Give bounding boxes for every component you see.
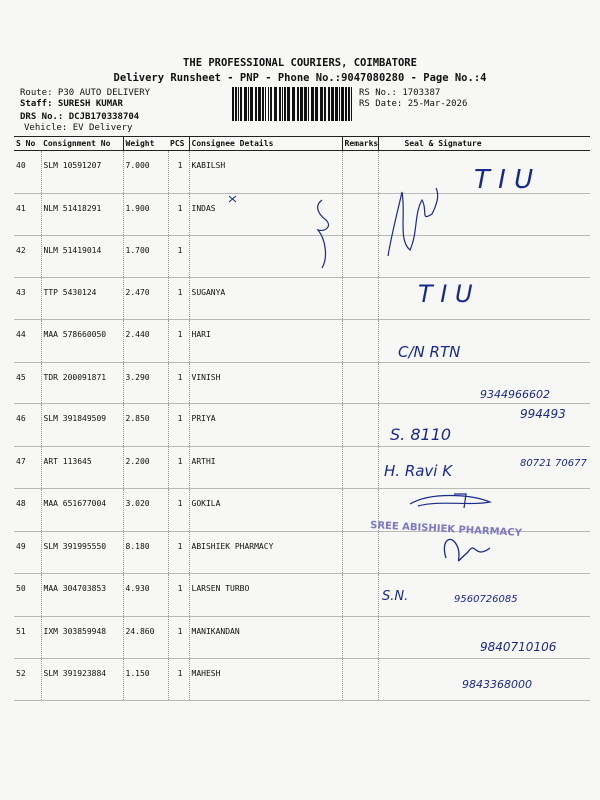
- table-row: [14, 320, 590, 363]
- table-row: [14, 151, 590, 194]
- staff-label: Staff: SURESH KUMAR: [20, 99, 123, 109]
- row-weight: 2.440: [123, 320, 168, 363]
- row-remarks: [342, 278, 378, 320]
- row-weight: 1.700: [123, 236, 168, 278]
- row-signature: [378, 363, 590, 404]
- row-signature: [378, 489, 590, 532]
- row-pcs: 1: [168, 151, 189, 194]
- drs-label: DRS No.: DCJB170338704: [20, 112, 140, 122]
- row-consignee: MANIKANDAN: [189, 617, 342, 659]
- row-consignee: HARI: [189, 320, 342, 363]
- row-weight: 2.850: [123, 404, 168, 447]
- table-row: [14, 236, 590, 278]
- table-row: [14, 447, 590, 489]
- row-consignee: PRIYA: [189, 404, 342, 447]
- signature-row47: H. Ravi K: [384, 462, 453, 480]
- row-weight: 2.470: [123, 278, 168, 320]
- row-signature: [378, 617, 590, 659]
- row-consignment: SLM 391995550: [41, 532, 123, 574]
- row-consignment: TTP 5430124: [41, 278, 123, 320]
- table-row: [14, 532, 590, 574]
- signature-row50: S.N.: [382, 589, 409, 604]
- row-sno: 46: [14, 404, 41, 447]
- rs-date: RS Date: 25-Mar-2026: [359, 99, 468, 109]
- runsheet-table: [14, 136, 590, 701]
- row-signature: [378, 320, 590, 363]
- row-consignee: ARTHI: [189, 447, 342, 489]
- table-row: [14, 659, 590, 701]
- row-remarks: [342, 194, 378, 236]
- table-row: [14, 404, 590, 447]
- barcode: [231, 87, 355, 121]
- row-consignee: INDAS: [189, 194, 342, 236]
- row-consignment: NLM 51419014: [41, 236, 123, 278]
- table-row: [14, 278, 590, 320]
- row-remarks: [342, 659, 378, 701]
- row-remarks: [342, 447, 378, 489]
- table-row: [14, 363, 590, 404]
- row-consignment: ART 113645: [41, 447, 123, 489]
- row-signature: [378, 194, 590, 236]
- row-remarks: [342, 617, 378, 659]
- runsheet-subtitle: Delivery Runsheet - PNP - Phone No.:9047080280 - Page No.:4: [113, 72, 487, 84]
- col-sno: S No: [14, 137, 41, 151]
- row-remarks: [342, 574, 378, 617]
- row-remarks: [342, 489, 378, 532]
- row-sno: 50: [14, 574, 41, 617]
- vehicle-label: Vehicle: EV Delivery: [24, 123, 133, 133]
- row-consignee: VINISH: [189, 363, 342, 404]
- row-weight: 2.200: [123, 447, 168, 489]
- row-pcs: 1: [168, 194, 189, 236]
- row-sno: 51: [14, 617, 41, 659]
- row-consignment: MAA 651677004: [41, 489, 123, 532]
- col-pcs: PCS: [168, 137, 189, 151]
- row-remarks: [342, 151, 378, 194]
- pharmacy-stamp: SREE ABISHIEK PHARMACY: [369, 520, 523, 539]
- row-pcs: 1: [168, 363, 189, 404]
- row-consignment: SLM 10591207: [41, 151, 123, 194]
- row-signature: [378, 532, 590, 574]
- phone-row51: 9840710106: [480, 640, 557, 654]
- row-consignee: KABILSH: [189, 151, 342, 194]
- row-pcs: 1: [168, 574, 189, 617]
- remark-row44: C/N RTN: [398, 343, 461, 361]
- row-signature: [378, 278, 590, 320]
- table-header: [14, 137, 590, 151]
- row-remarks: [342, 236, 378, 278]
- row-pcs: 1: [168, 320, 189, 363]
- row-weight: 3.290: [123, 363, 168, 404]
- row-signature: [378, 659, 590, 701]
- col-remarks: Remarks: [342, 137, 378, 151]
- row-remarks: [342, 404, 378, 447]
- row-sno: 42: [14, 236, 41, 278]
- row-signature: [378, 151, 590, 194]
- phone-row45: 9344966602: [480, 388, 550, 401]
- remark-row43: T I U: [418, 280, 473, 308]
- row-weight: 4.930: [123, 574, 168, 617]
- row-sno: 52: [14, 659, 41, 701]
- row-weight: 24.860: [123, 617, 168, 659]
- row-consignee: LARSEN TURBO: [189, 574, 342, 617]
- table-row: [14, 489, 590, 532]
- company-title: THE PROFESSIONAL COURIERS, COIMBATORE: [183, 57, 417, 69]
- row-consignment: SLM 391923884: [41, 659, 123, 701]
- table-row: [14, 194, 590, 236]
- row-consignee: GOKILA: [189, 489, 342, 532]
- row-consignment: MAA 578660050: [41, 320, 123, 363]
- col-consignee: Consignee Details: [189, 137, 342, 151]
- col-weight: Weight: [123, 137, 168, 151]
- row-sno: 43: [14, 278, 41, 320]
- signature-row46: S. 8110: [390, 425, 452, 444]
- row-consignment: IXM 303859948: [41, 617, 123, 659]
- row-consignment: MAA 304703853: [41, 574, 123, 617]
- row-pcs: 1: [168, 659, 189, 701]
- row-remarks: [342, 363, 378, 404]
- row-weight: 8.180: [123, 532, 168, 574]
- row-pcs: 1: [168, 236, 189, 278]
- row-weight: 7.000: [123, 151, 168, 194]
- col-consignment: Consignment No: [41, 137, 123, 151]
- row-sno: 40: [14, 151, 41, 194]
- phone-row47: 80721 70677: [520, 458, 587, 469]
- row-consignment: SLM 391849509: [41, 404, 123, 447]
- phone-row50: 9560726085: [454, 594, 518, 605]
- row-weight: 3.020: [123, 489, 168, 532]
- row-consignment: TDR 200091871: [41, 363, 123, 404]
- row-pcs: 1: [168, 489, 189, 532]
- row-signature: [378, 574, 590, 617]
- row-consignment: NLM 51418291: [41, 194, 123, 236]
- row-consignee: MAHESH: [189, 659, 342, 701]
- row-signature: [378, 447, 590, 489]
- row-sno: 45: [14, 363, 41, 404]
- row-sno: 48: [14, 489, 41, 532]
- remark-row40: T I U: [474, 165, 534, 195]
- row-consignee: SUGANYA: [189, 278, 342, 320]
- row-pcs: 1: [168, 278, 189, 320]
- row-weight: 1.150: [123, 659, 168, 701]
- row-sno: 49: [14, 532, 41, 574]
- row-weight: 1.900: [123, 194, 168, 236]
- table-row: [14, 617, 590, 659]
- rs-number: RS No.: 1703387: [359, 88, 441, 98]
- route-label: Route: P30 AUTO DELIVERY: [20, 88, 151, 98]
- row-pcs: 1: [168, 447, 189, 489]
- row-consignee: ABISHIEK PHARMACY: [189, 532, 342, 574]
- row-sno: 44: [14, 320, 41, 363]
- row-sno: 41: [14, 194, 41, 236]
- row-consignee: [189, 236, 342, 278]
- row-signature: [378, 236, 590, 278]
- row-pcs: 1: [168, 404, 189, 447]
- row-pcs: 1: [168, 617, 189, 659]
- row-remarks: [342, 320, 378, 363]
- col-seal-signature: Seal & Signature: [378, 137, 590, 151]
- row-remarks: [342, 532, 378, 574]
- row-pcs: 1: [168, 532, 189, 574]
- phone-row52: 9843368000: [462, 678, 532, 691]
- row-signature: [378, 404, 590, 447]
- phone-row46: 994493: [520, 407, 566, 421]
- row-sno: 47: [14, 447, 41, 489]
- table-row: [14, 574, 590, 617]
